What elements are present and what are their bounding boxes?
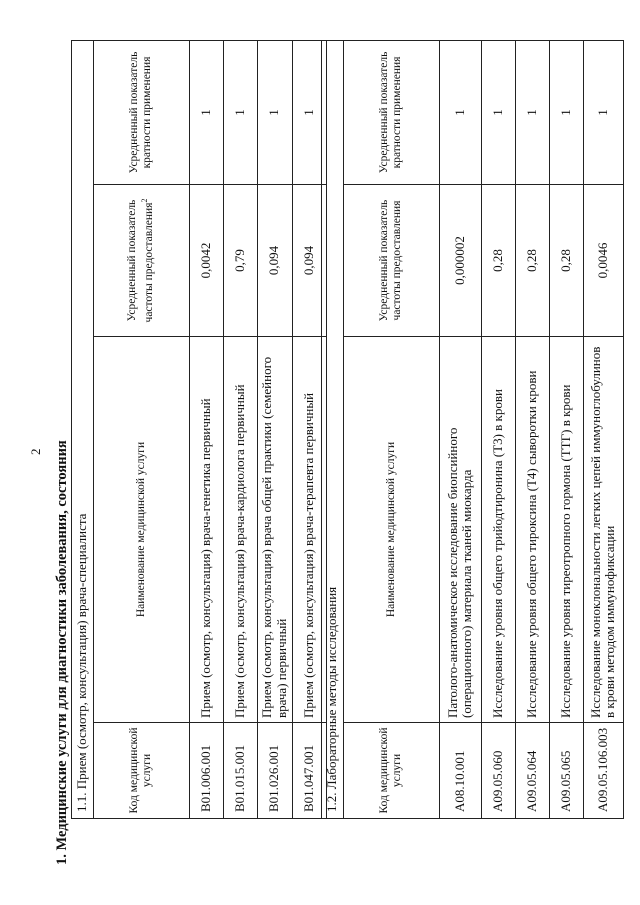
column-header-frequency-text: Усредненный показатель частоты предоставления — [126, 199, 155, 323]
column-header-frequency — [93, 185, 189, 337]
column-header-name: Наименование медицинской услуги — [343, 337, 439, 723]
service-name: Прием (осмотр, консультация) врача-генетика первичный — [189, 337, 223, 723]
service-code: A09.05.065 — [549, 723, 583, 819]
service-name: Исследование уровня общего тироксина (Т4) сыворотки крови — [515, 337, 549, 723]
frequency-value: 0,0042 — [189, 185, 223, 337]
service-code: B01.047.001 — [292, 723, 326, 819]
frequency-value: 0,28 — [549, 185, 583, 337]
service-name: Прием (осмотр, консультация) врача-терапевта первичный — [292, 337, 326, 723]
service-name: Исследование уровня общего трийодтиронина (Т3) в крови — [481, 337, 515, 723]
service-code: B01.006.001 — [189, 723, 223, 819]
frequency-value: 0,094 — [257, 185, 292, 337]
multiplicity-value: 1 — [292, 40, 326, 184]
table-row — [257, 40, 292, 818]
service-code: B01.026.001 — [257, 723, 292, 819]
column-header-code: Код медицинской услуги — [343, 723, 439, 819]
multiplicity-value: 1 — [481, 40, 515, 184]
column-header-multiplicity: Усредненный показатель кратности применения — [93, 40, 189, 184]
table-row — [549, 40, 583, 818]
table-row — [481, 40, 515, 818]
table-row — [515, 40, 549, 818]
column-header-name: Наименование медицинской услуги — [93, 337, 189, 723]
service-name: Прием (осмотр, консультация) врача-кардиолога первичный — [223, 337, 257, 723]
frequency-value: 0,094 — [292, 185, 326, 337]
footnote-marker: 2 — [140, 198, 150, 203]
frequency-value: 0,0046 — [583, 185, 623, 337]
column-header-multiplicity: Усредненный показатель кратности применения — [343, 40, 439, 184]
frequency-value: 0,28 — [515, 185, 549, 337]
multiplicity-value: 1 — [439, 40, 481, 184]
frequency-value: 0,28 — [481, 185, 515, 337]
multiplicity-value: 1 — [583, 40, 623, 184]
table-laboratory-methods — [321, 40, 624, 819]
multiplicity-value: 1 — [223, 40, 257, 184]
table-row — [189, 40, 223, 818]
service-code: A09.05.064 — [515, 723, 549, 819]
multiplicity-value: 1 — [257, 40, 292, 184]
table-row — [439, 40, 481, 818]
frequency-value: 0,79 — [223, 185, 257, 337]
multiplicity-value: 1 — [549, 40, 583, 184]
service-name: Исследование уровня тиреотропного гормона (ТТГ) в крови — [549, 337, 583, 723]
column-header-code: Код медицинской услуги — [93, 723, 189, 819]
service-code: A09.05.060 — [481, 723, 515, 819]
table-row — [583, 40, 623, 818]
table-caption: 1.1. Прием (осмотр, консультация) врача-специалиста — [72, 40, 94, 818]
multiplicity-value: 1 — [189, 40, 223, 184]
service-name: Исследование моноклональности легких цепей иммуноглобулинов в крови методом иммунофиксации — [583, 337, 623, 723]
table-caption: 1.2. Лабораторные методы исследования — [322, 40, 344, 818]
service-code: B01.015.001 — [223, 723, 257, 819]
service-code: A08.10.001 — [439, 723, 481, 819]
page-number: 2 — [28, 448, 43, 455]
service-name: Прием (осмотр, консультация) врача общей практики (семейного врача) первичный — [257, 337, 292, 723]
frequency-value: 0,000002 — [439, 185, 481, 337]
column-header-frequency: Усредненный показатель частоты предоставления — [343, 185, 439, 337]
section-title: 1. Медицинские услуги для диагностики заболевания, состояния — [54, 440, 70, 865]
service-name: Патолого-анатомическое исследование биопсийного (операционного) материала тканей миокарда — [439, 337, 481, 723]
table-row — [223, 40, 257, 818]
multiplicity-value: 1 — [515, 40, 549, 184]
table-specialist-consultations — [71, 40, 327, 819]
service-code: A09.05.106.003 — [583, 723, 623, 819]
